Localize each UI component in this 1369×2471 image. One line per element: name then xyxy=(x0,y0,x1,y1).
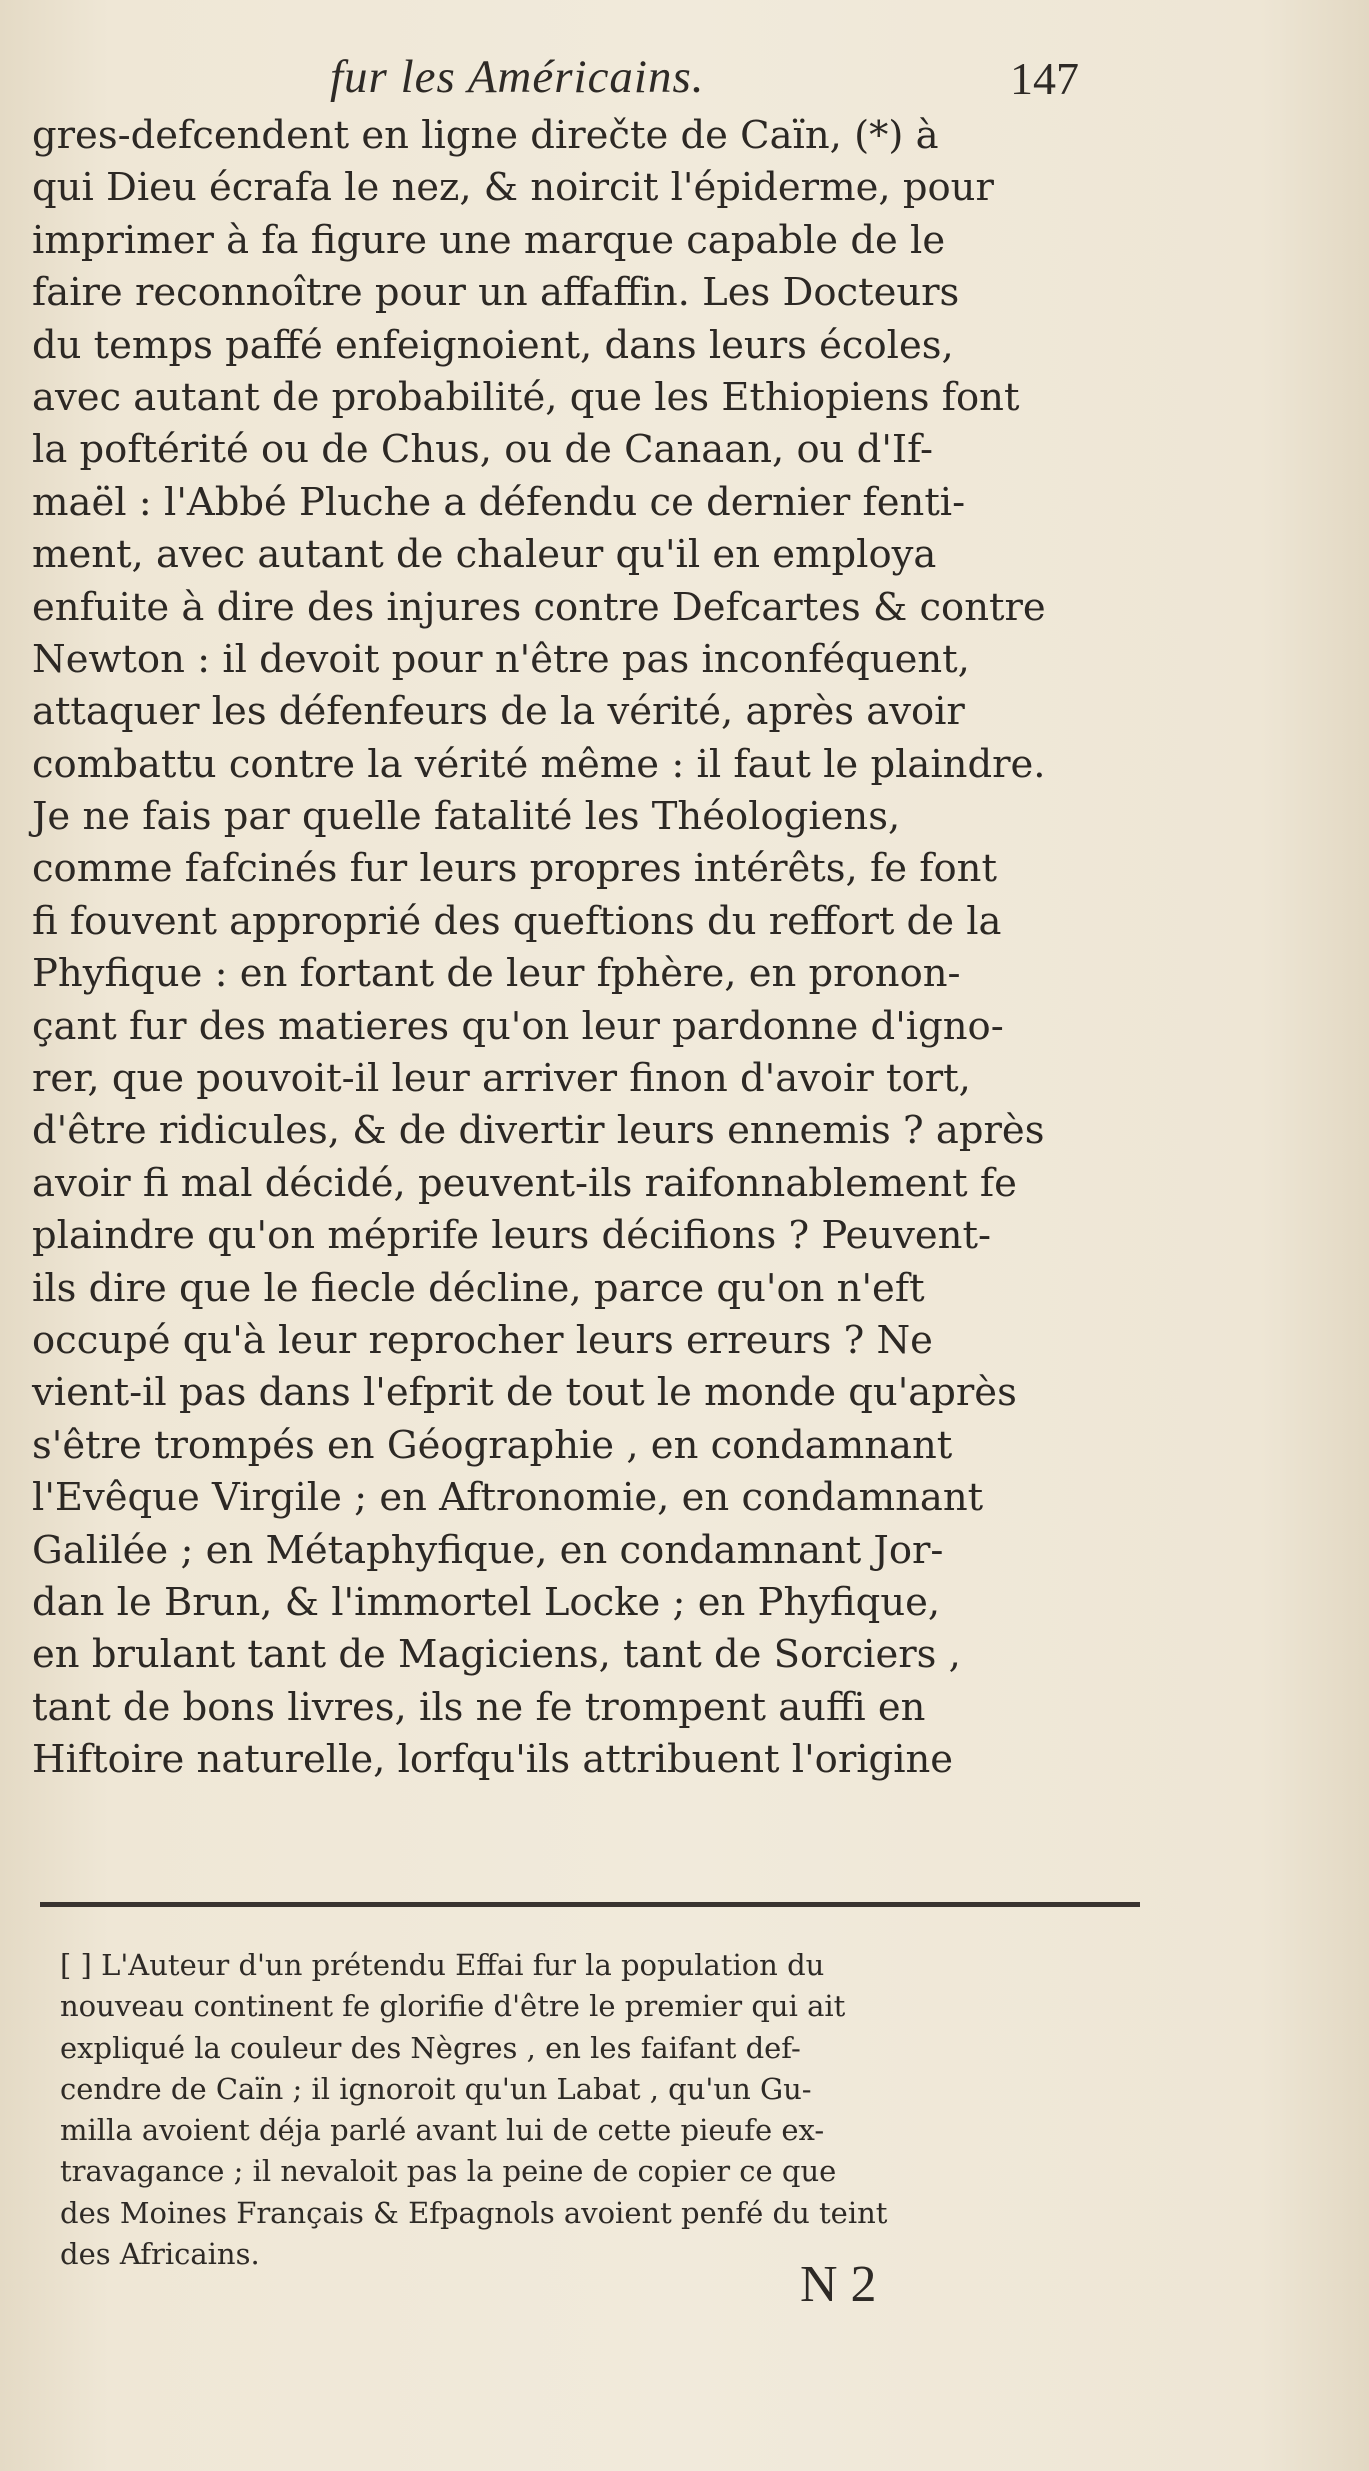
text-line: ment, avec autant de chaleur qu'il en employa xyxy=(32,532,937,578)
footnote-line: milla avoient déja parlé avant lui de cette pieufe ex- xyxy=(60,2113,825,2148)
text-line: la poftérité ou de Chus, ou de Canaan, ou d'If- xyxy=(32,427,934,473)
page-header xyxy=(0,50,1369,110)
footnote-line: expliqué la couleur des Nègres , en les faifant def- xyxy=(60,2030,801,2065)
text-line: l'Evêque Virgile ; en Aftronomie, en condamnant xyxy=(32,1475,984,1521)
text-line: avec autant de probabilité, que les Ethiopiens font xyxy=(32,374,1020,420)
running-title: fur les Américains. xyxy=(330,51,705,103)
footnote-line: cendre de Caïn ; il ignoroit qu'un Labat , qu'un Gu- xyxy=(60,2071,812,2106)
text-line: comme fafcinés fur leurs propres intérêts, fe font xyxy=(32,846,997,892)
text-line: qui Dieu écrafa le nez, & noircit l'épiderme, pour xyxy=(32,165,994,211)
text-line: tant de bons livres, ils ne fe trompent auffi en xyxy=(32,1684,926,1730)
text-line: çant fur des matieres qu'on leur pardonne d'igno- xyxy=(32,1003,1004,1049)
text-line: vient-il pas dans l'efprit de tout le monde qu'après xyxy=(32,1370,1017,1416)
footnote-line: travagance ; il nevaloit pas la peine de copier ce que xyxy=(60,2154,837,2189)
footnote-line: [ ] L'Auteur d'un prétendu Effai fur la population du xyxy=(60,1948,825,1982)
text-line: enfuite à dire des injures contre Defcartes & contre xyxy=(32,584,1046,630)
footnote-line: des Africains. xyxy=(60,2237,260,2272)
text-line: fi fouvent approprié des queftions du reffort de la xyxy=(32,898,1002,944)
signature-mark: N 2 xyxy=(800,2256,877,2313)
text-line: gres-defcendent en ligne direčte de Caïn, (*) à xyxy=(32,113,939,158)
text-line: faire reconnoître pour un affaffin. Les Docteurs xyxy=(32,270,960,316)
text-line: avoir fi mal décidé, peuvent-ils raifonnablement fe xyxy=(32,1160,1017,1206)
text-line: combattu contre la vérité même : il faut le plaindre. xyxy=(32,741,1046,787)
text-line: rer, que pouvoit-il leur arriver finon d'avoir tort, xyxy=(32,1056,971,1102)
text-line: Hiftoire naturelle, lorfqu'ils attribuent l'origine xyxy=(32,1737,954,1783)
text-line: occupé qu'à leur reprocher leurs erreurs ? Ne xyxy=(32,1317,933,1363)
footnote-line: des Moines Français & Efpagnols avoient penfé du teint xyxy=(60,2195,888,2230)
text-line: plaindre qu'on méprife leurs décifions ? Peuvent- xyxy=(32,1213,991,1259)
footnote xyxy=(60,1945,1140,2275)
text-line: imprimer à fa figure une marque capable de le xyxy=(32,217,946,263)
text-line: maël : l'Abbé Pluche a défendu ce dernier fenti- xyxy=(32,479,966,525)
text-line: en brulant tant de Magiciens, tant de Sorciers , xyxy=(32,1632,961,1678)
footnote-line: nouveau continent fe glorifie d'être le premier qui ait xyxy=(60,1989,846,2024)
footnote-rule xyxy=(40,1902,1140,1907)
text-line: du temps paffé enfeignoient, dans leurs écoles, xyxy=(32,322,954,368)
text-line: ils dire que le fiecle décline, parce qu'on n'eft xyxy=(32,1265,925,1311)
text-line: Newton : il devoit pour n'être pas inconféquent, xyxy=(32,636,970,682)
text-line: Phyfique : en fortant de leur fphère, en pronon- xyxy=(32,951,961,997)
page-number: 147 xyxy=(1010,53,1079,104)
text-line: Je ne fais par quelle fatalité les Théologiens, xyxy=(32,794,901,840)
text-line: dan le Brun, & l'immortel Locke ; en Phyfique, xyxy=(32,1579,941,1625)
text-line: s'être trompés en Géographie , en condamnant xyxy=(32,1422,953,1468)
text-line: d'être ridicules, & de divertir leurs ennemis ? après xyxy=(32,1108,1045,1154)
text-line: attaquer les défenfeurs de la vérité, après avoir xyxy=(32,689,965,735)
body-text xyxy=(32,110,1132,1787)
text-line: Galilée ; en Métaphyfique, en condamnant Jor- xyxy=(32,1527,944,1573)
